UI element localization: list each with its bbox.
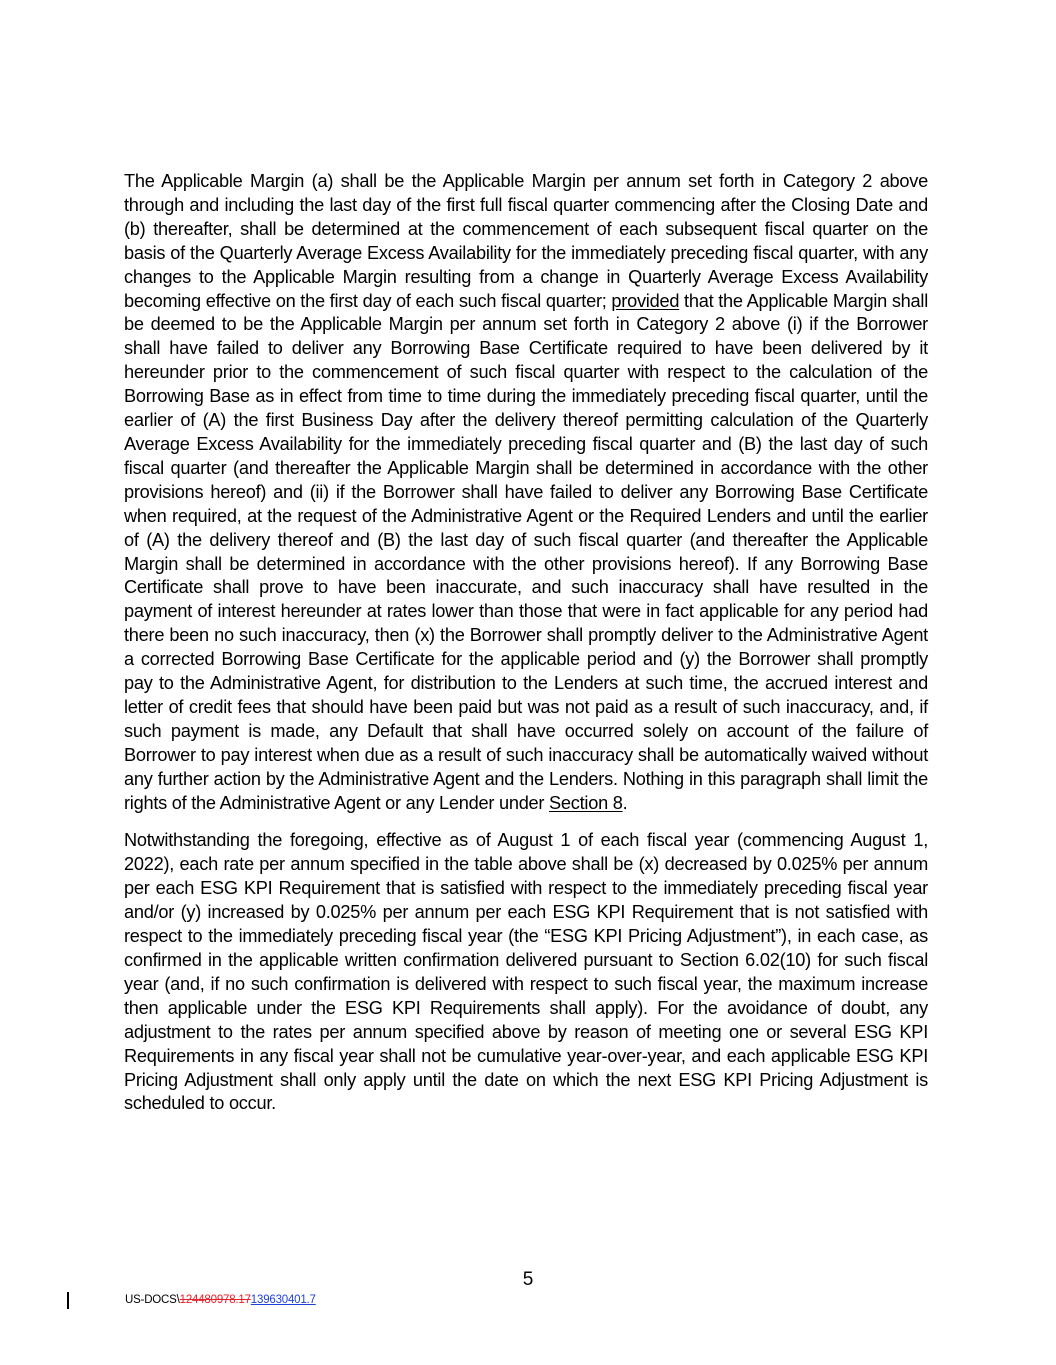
doc-id-prefix: US-DOCS\ [125, 1294, 180, 1306]
page-number: 5 [522, 1269, 534, 1290]
paragraph-1-text-end: . [622, 792, 628, 813]
provided-term: provided [611, 290, 680, 311]
paragraph-esg-kpi-adjustment: Notwithstanding the foregoing, effective as of August 1 of each fiscal year (commencing August 1, 2022), each rate per annum specified in the table above shall be (x) decreased by 0.025% per annum per each ESG KPI Requirement that is satisfied with respect to the immediately preceding fiscal year and/or (y) increased by 0.025% per annum per each ESG KPI Requirement that is not satisfied with respect to the immediately preceding fiscal year (the “ESG KPI Pricing Adjustment”), in each case, as confirmed in the applicable written confirmation delivered pursuant to Section 6.02(10) for such fiscal year (and, if no such confirmation is delivered with respect to such fiscal year, the maximum increase then applicable under the ESG KPI Requirements shall apply). For the avoidance of doubt, any adjustment to the rates per annum specified above by reason of meeting one or several ESG KPI Requirements in any fiscal year shall not be cumulative year-over-year, and each applicable ESG KPI Pricing Adjustment shall only apply until the date on which the next ESG KPI Pricing Adjustment is scheduled to occur. [124, 830, 928, 1114]
body-text [124, 170, 928, 1130]
paragraph-applicable-margin [124, 170, 928, 815]
doc-id-deleted-version: 124480978.17 [179, 1294, 251, 1306]
doc-id-inserted-version: 139630401.7 [250, 1294, 316, 1306]
revision-change-bar [67, 1292, 69, 1309]
section-8-reference: Section 8 [549, 792, 623, 813]
document-id [125, 1293, 316, 1308]
paragraph-1-text-middle: that the Applicable Margin shall be deemed to be the Applicable Margin per annum set forth in Category 2 above (i) if the Borrower shall have failed to deliver any Borrowing Base Certificate required to have been delivered by it hereunder prior to the commencement of such fiscal quarter with respect to the calculation of the Borrowing Base as in effect from time to time during the immediately preceding fiscal quarter, until the earlier of (A) the first Business Day after the delivery thereof permitting calculation of the Quarterly Average Excess Availability for the immediately preceding fiscal quarter and (B) the last day of such fiscal quarter (and thereafter the Applicable Margin shall be determined in accordance with the other provisions hereof) and (ii) if the Borrower shall have failed to deliver any Borrowing Base Certificate when required, at the request of the Administrative Agent or the Required Lenders and until the earlier of (A) the delivery thereof and (B) the last day of such fiscal quarter (and thereafter the Applicable Margin shall be determined in accordance with the other provisions hereof). If any Borrowing Base Certificate shall prove to have been inaccurate, and such inaccuracy shall have resulted in the payment of interest hereunder at rates lower than those that were in fact applicable for any period had there been no such inaccuracy, then (x) the Borrower shall promptly deliver to the Administrative Agent a corrected Borrowing Base Certificate for the applicable period and (y) the Borrower shall promptly pay to the Administrative Agent, for distribution to the Lenders at such time, the accrued interest and letter of credit fees that should have been paid but was not paid as a result of such inaccuracy, and, if such payment is made, any Default that shall have occurred solely on account of the failure of Borrower to pay interest when due as a result of such inaccuracy shall be automatically waived without any further action by the Administrative Agent and the Lenders. Nothing in this paragraph shall limit the rights of the Administrative Agent or any Lender under [124, 290, 928, 813]
paragraph-1-text-start: The Applicable Margin (a) shall be the Applicable Margin per annum set forth in Category 2 above through and including the last day of the first full fiscal quarter commencing after the Closing Date and (b) thereafter, shall be determined at the commencement of each subsequent fiscal quarter on the basis of the Quarterly Average Excess Availability for the immediately preceding fiscal quarter, with any changes to the Applicable Margin resulting from a change in Quarterly Average Excess Availability becoming effective on the first day of each such fiscal quarter; [124, 171, 928, 311]
